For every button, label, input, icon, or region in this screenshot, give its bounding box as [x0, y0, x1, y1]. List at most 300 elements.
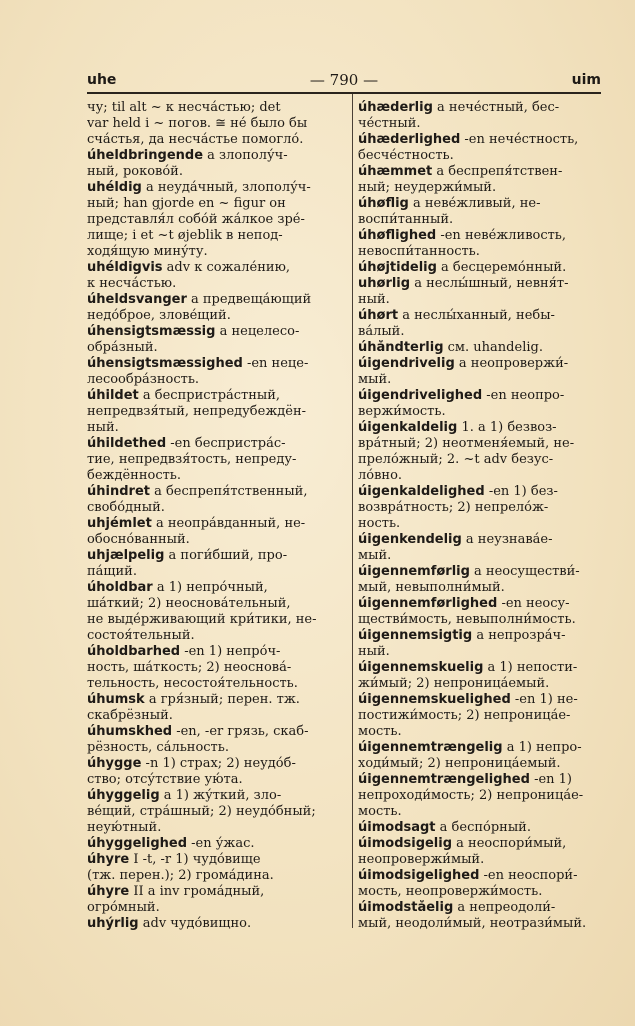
- definition-text: воспи́танный.: [358, 212, 454, 227]
- definition-text: -en нече́стность,: [460, 132, 579, 147]
- dictionary-entry: [358, 628, 602, 660]
- definition-text: неопровержи́мый.: [358, 852, 485, 867]
- headword: uhéldig: [87, 180, 142, 195]
- definition-text: -en 1): [529, 772, 573, 787]
- entry-line: [358, 516, 602, 532]
- headword: úhensigtsmæssig: [87, 324, 216, 339]
- dictionary-entry: [87, 884, 339, 916]
- entry-line: [87, 100, 339, 116]
- entry-line: [87, 628, 339, 644]
- headword: úimodsagt: [358, 820, 436, 835]
- headword: úigenkaldelighed: [358, 484, 485, 499]
- page-header: [87, 66, 601, 94]
- definition-text: a предвеща́ющий: [186, 292, 312, 307]
- dictionary-entry: [358, 340, 602, 356]
- headword: úimodståelig: [358, 900, 454, 915]
- entry-line: [87, 260, 339, 276]
- definition-text: a непрозра́ч-: [472, 628, 566, 643]
- entry-line: [87, 292, 339, 308]
- headword: úhæderlighed: [358, 132, 461, 147]
- definition-text: a непреодоли́-: [453, 900, 556, 915]
- entry-line: [87, 388, 339, 404]
- definition-text: II a inv грома́дный,: [129, 884, 265, 899]
- entry-line: [358, 404, 602, 420]
- definition-text: a неопра́вданный, не-: [151, 516, 306, 531]
- headword: uhjémlet: [87, 516, 152, 531]
- headword: úhyre: [87, 852, 130, 867]
- entry-line: [87, 884, 339, 900]
- definition-text: ва́лый.: [358, 324, 405, 339]
- definition-text: состоя́тельный.: [87, 628, 195, 643]
- entry-line: [87, 916, 339, 932]
- definition-text: a неоспори́мый,: [452, 836, 567, 851]
- dictionary-entry: [358, 484, 602, 532]
- dictionary-entry: [358, 900, 602, 932]
- definition-text: a 1) непро́чный,: [152, 580, 268, 595]
- dictionary-entry: [358, 420, 602, 484]
- definition-text: ходя́щую мину́ту.: [87, 244, 208, 259]
- definition-text: a беспристра́стный,: [138, 388, 281, 403]
- dictionary-entry: [358, 836, 602, 868]
- entry-line: [358, 916, 602, 932]
- headword: úhæderlig: [358, 100, 433, 115]
- entry-line: [87, 756, 339, 772]
- definition-text: непредвзя́тый, непредубеждён-: [87, 404, 307, 419]
- dictionary-entry: [87, 148, 339, 180]
- right-column: [358, 100, 602, 932]
- definition-text: a бесцеремо́нный.: [436, 260, 567, 275]
- definition-text: че́стный.: [358, 116, 421, 131]
- entry-line: [87, 740, 339, 756]
- dictionary-entry: [87, 516, 339, 548]
- definition-text: -en неосу-: [497, 596, 570, 611]
- entry-line: [87, 596, 339, 612]
- definition-text: a нецелесо-: [215, 324, 300, 339]
- dictionary-entry: [87, 836, 339, 852]
- dictionary-entry: [358, 260, 602, 276]
- entry-line: [87, 116, 339, 132]
- definition-text: представля́л собо́й жа́лкое зре́-: [87, 212, 305, 227]
- definition-text: лесообра́зность.: [87, 372, 200, 387]
- definition-text: -n 1) страх; 2) неудо́б-: [141, 756, 296, 771]
- headword: uhjælpelig: [87, 548, 165, 563]
- entry-line: [87, 612, 339, 628]
- definition-text: вра́тный; 2) неотменя́емый, не-: [358, 436, 575, 451]
- definition-text: мость.: [358, 724, 402, 739]
- headword: úigennemførlig: [358, 564, 470, 579]
- definition-text: не выде́рживающий кри́тики, не-: [87, 612, 317, 627]
- entry-line: [87, 276, 339, 292]
- definition-text: -en неве́жливость,: [436, 228, 567, 243]
- definition-text: a поги́бший, про-: [164, 548, 288, 563]
- entry-line: [358, 836, 602, 852]
- entry-line: [358, 468, 602, 484]
- definition-text: -en неоспори́-: [479, 868, 578, 883]
- entry-line: [87, 676, 339, 692]
- entry-line: [87, 452, 339, 468]
- entry-line: [87, 420, 339, 436]
- entry-line: [358, 340, 602, 356]
- entry-line: [358, 500, 602, 516]
- dictionary-entry: [87, 692, 339, 724]
- definition-text: -en у́жас.: [187, 836, 255, 851]
- headword: úhåndterlig: [358, 340, 444, 355]
- left-column: [87, 100, 339, 932]
- definition-text: постижи́мость; 2) непроница́е-: [358, 708, 571, 723]
- dictionary-entry: [358, 660, 602, 692]
- dictionary-entry: [358, 196, 602, 228]
- definition-text: ный; han gjorde en ~ figur он: [87, 196, 286, 211]
- definition-text: невоспи́танность.: [358, 244, 480, 259]
- definition-text: adv к сожале́нию,: [162, 260, 291, 275]
- dictionary-entry: [87, 436, 339, 484]
- definition-text: мый.: [358, 548, 392, 563]
- dictionary-entry: [87, 484, 339, 516]
- headword: úhumskhed: [87, 724, 173, 739]
- definition-text: мость.: [358, 804, 402, 819]
- dictionary-entry: [358, 820, 602, 836]
- entry-line: [358, 148, 602, 164]
- definition-text: -en неце-: [242, 356, 309, 371]
- headword: uhørlig: [358, 276, 411, 291]
- entry-line: [87, 804, 339, 820]
- entry-line: [358, 852, 602, 868]
- dictionary-entry: [87, 724, 339, 756]
- headword: úhindret: [87, 484, 150, 499]
- entry-line: [87, 564, 339, 580]
- dictionary-entry: [358, 132, 602, 164]
- entry-line: [87, 820, 339, 836]
- entry-line: [358, 788, 602, 804]
- entry-line: [87, 532, 339, 548]
- definition-text: огро́мный.: [87, 900, 160, 915]
- entry-line: [358, 692, 602, 708]
- definition-text: жи́мый; 2) непроница́емый.: [358, 676, 550, 691]
- dictionary-entry: [87, 580, 339, 644]
- definition-text: тельность, несостоя́тельность.: [87, 676, 298, 691]
- entry-line: [358, 724, 602, 740]
- entry-line: [87, 356, 339, 372]
- entry-line: [358, 324, 602, 340]
- dictionary-entry: [87, 852, 339, 884]
- definition-text: лище; i et ~t øjeblik в непод-: [87, 228, 283, 243]
- dictionary-entry: [87, 324, 339, 356]
- definition-text: var held i ~ погов. ≅ не́ было бы: [87, 116, 308, 131]
- left-guide-word: uhe: [87, 72, 117, 88]
- entry-line: [358, 420, 602, 436]
- entry-line: [87, 500, 339, 516]
- entry-line: [358, 276, 602, 292]
- headword: úhæmmet: [358, 164, 433, 179]
- definition-text: ный, роково́й.: [87, 164, 183, 179]
- entry-line: [87, 244, 339, 260]
- entry-line: [358, 900, 602, 916]
- definition-text: сча́стья, да несча́стье помогло́.: [87, 132, 304, 147]
- entry-line: [358, 260, 602, 276]
- entry-line: [358, 548, 602, 564]
- dictionary-entry: [87, 388, 339, 436]
- entry-line: [358, 356, 602, 372]
- definition-text: a неузнава́е-: [461, 532, 553, 547]
- definition-text: вержи́мость.: [358, 404, 446, 419]
- entry-line: [87, 580, 339, 596]
- entry-line: [87, 404, 339, 420]
- entry-line: [358, 308, 602, 324]
- headword: úhygge: [87, 756, 142, 771]
- entry-line: [358, 212, 602, 228]
- entry-line: [358, 676, 602, 692]
- definition-text: мый.: [358, 372, 392, 387]
- entry-line: [358, 164, 602, 180]
- definition-text: a беспо́рный.: [435, 820, 531, 835]
- definition-text: недо́брое, злове́щий.: [87, 308, 231, 323]
- definition-text: бесче́стность.: [358, 148, 454, 163]
- definition-text: ность, ша́ткость; 2) неоснова́-: [87, 660, 292, 675]
- dictionary-entry: [358, 564, 602, 596]
- entry-line: [87, 372, 339, 388]
- dictionary-entry: [87, 548, 339, 580]
- entry-line: [358, 564, 602, 580]
- entry-line: [87, 548, 339, 564]
- headword: úigennemtrængelighed: [358, 772, 530, 787]
- dictionary-entry: [358, 100, 602, 132]
- entry-line: [87, 772, 339, 788]
- definition-text: чу; til alt ~ к несча́стью; det: [87, 100, 281, 115]
- headword: úhumsk: [87, 692, 145, 707]
- definition-text: ный; неудержи́мый.: [358, 180, 497, 195]
- definition-text: a неслы́ханный, небы-: [398, 308, 555, 323]
- definition-text: a неопровержи́-: [454, 356, 569, 371]
- definition-text: возвра́тность; 2) непрело́ж-: [358, 500, 549, 515]
- headword: úigendrivelig: [358, 356, 455, 371]
- entry-line: [358, 100, 602, 116]
- definition-text: a 1) жу́ткий, зло-: [159, 788, 282, 803]
- dictionary-entry: [358, 164, 602, 196]
- definition-text: -en неопро-: [482, 388, 565, 403]
- headword: úholdbarhed: [87, 644, 181, 659]
- entry-line: [358, 388, 602, 404]
- entry-line: [87, 900, 339, 916]
- definition-text: к несча́стью.: [87, 276, 177, 291]
- entry-line: [358, 868, 602, 884]
- definition-text: ность.: [358, 516, 401, 531]
- dictionary-entry: [87, 260, 339, 292]
- definition-text: a неве́жливый, не-: [408, 196, 541, 211]
- definition-text: a неуда́чный, злополу́ч-: [141, 180, 311, 195]
- definition-text: I -t, -r 1) чудо́вище: [129, 852, 261, 867]
- entry-line: [358, 452, 602, 468]
- headword: úheldbringende: [87, 148, 204, 163]
- entry-line: [87, 324, 339, 340]
- headword: úigennemtrængelig: [358, 740, 503, 755]
- entry-line: [358, 884, 602, 900]
- definition-text: ный.: [358, 292, 390, 307]
- entry-line: [358, 772, 602, 788]
- definition-text: a злополу́ч-: [203, 148, 288, 163]
- definition-text: неую́тный.: [87, 820, 162, 835]
- definition-text: 1. a 1) безвоз-: [457, 420, 557, 435]
- entry-line: [87, 708, 339, 724]
- entry-line: [358, 596, 602, 612]
- definition-text: ходи́мый; 2) непроница́емый.: [358, 756, 561, 771]
- dictionary-entry: [87, 100, 339, 148]
- column-divider: [352, 94, 353, 928]
- definition-text: мость, неопровержи́мость.: [358, 884, 543, 899]
- entry-line: [358, 644, 602, 660]
- headword: úhildet: [87, 388, 139, 403]
- dictionary-entry: [87, 292, 339, 324]
- entry-line: [87, 212, 339, 228]
- headword: úhyre: [87, 884, 130, 899]
- dictionary-entry: [358, 308, 602, 340]
- entry-line: [358, 804, 602, 820]
- headword: úhensigtsmæssighed: [87, 356, 243, 371]
- headword: úigennemsigtig: [358, 628, 473, 643]
- entry-line: [358, 244, 602, 260]
- headword: úhørt: [358, 308, 399, 323]
- definition-text: ша́ткий; 2) неоснова́тельный,: [87, 596, 291, 611]
- dictionary-entry: [358, 740, 602, 772]
- entry-line: [358, 580, 602, 596]
- headword: uhýrlig: [87, 916, 139, 931]
- definition-text: обосно́ванный.: [87, 532, 190, 547]
- page-number: — 790 —: [309, 71, 379, 89]
- definition-text: прело́жный; 2. ~t adv безус-: [358, 452, 554, 467]
- entry-line: [87, 788, 339, 804]
- definition-text: -en 1) непро́ч-: [180, 644, 281, 659]
- headword: úhøflighed: [358, 228, 437, 243]
- definition-text: беждённость.: [87, 468, 182, 483]
- entry-line: [87, 436, 339, 452]
- dictionary-entry: [87, 788, 339, 836]
- entry-line: [87, 308, 339, 324]
- definition-text: (тж. перен.); 2) грома́дина.: [87, 868, 274, 883]
- headword: úhyggelighed: [87, 836, 188, 851]
- definition-text: мый, невыполни́мый.: [358, 580, 505, 595]
- definition-text: скабрёзный.: [87, 708, 173, 723]
- headword: úheldsvanger: [87, 292, 187, 307]
- definition-text: -en 1) не-: [510, 692, 578, 707]
- entry-line: [358, 196, 602, 212]
- dictionary-entry: [358, 772, 602, 820]
- headword: úhøflig: [358, 196, 409, 211]
- headword: úigenkaldelig: [358, 420, 458, 435]
- definition-text: -en 1) без-: [484, 484, 558, 499]
- entry-line: [87, 132, 339, 148]
- entry-line: [87, 516, 339, 532]
- dictionary-entry: [87, 756, 339, 788]
- dictionary-entry: [87, 356, 339, 388]
- entry-line: [358, 372, 602, 388]
- definition-text: a беспрепя́тственный,: [149, 484, 308, 499]
- definition-text: ве́щий, стра́шный; 2) неудо́бный;: [87, 804, 316, 819]
- definition-text: па́щий.: [87, 564, 137, 579]
- headword: uhéldigvis: [87, 260, 163, 275]
- definition-text: a нече́стный, бес-: [432, 100, 560, 115]
- dictionary-entry: [358, 276, 602, 308]
- entry-line: [87, 228, 339, 244]
- headword: úigenkendelig: [358, 532, 462, 547]
- definition-text: -en, -er грязь, скаб-: [172, 724, 309, 739]
- definition-text: ство; отсу́тствие ую́та.: [87, 772, 243, 787]
- entry-line: [358, 708, 602, 724]
- entry-line: [87, 644, 339, 660]
- entry-line: [358, 756, 602, 772]
- definition-text: ществи́мость, невыполни́мость.: [358, 612, 576, 627]
- definition-text: ный.: [358, 644, 390, 659]
- entry-line: [358, 292, 602, 308]
- definition-text: a неслы́шный, невня́т-: [410, 276, 569, 291]
- definition-text: мый, неодоли́мый, неотрази́мый.: [358, 916, 587, 931]
- right-guide-word: uim: [571, 72, 601, 88]
- entry-line: [358, 532, 602, 548]
- dictionary-entry: [358, 596, 602, 628]
- definition-text: a неосуществи́-: [469, 564, 580, 579]
- dictionary-entry: [358, 692, 602, 740]
- entry-line: [358, 740, 602, 756]
- headword: úigennemskuelighed: [358, 692, 511, 707]
- entry-line: [87, 692, 339, 708]
- dictionary-entry: [87, 180, 339, 260]
- entry-line: [87, 836, 339, 852]
- entry-line: [358, 628, 602, 644]
- entry-line: [87, 164, 339, 180]
- headword: úimodsigelig: [358, 836, 453, 851]
- entry-line: [87, 468, 339, 484]
- definition-text: a гря́зный; перен. тж.: [144, 692, 300, 707]
- entry-line: [87, 148, 339, 164]
- entry-line: [358, 228, 602, 244]
- entry-line: [87, 868, 339, 884]
- dictionary-entry: [358, 356, 602, 388]
- definition-text: ло́вно.: [358, 468, 403, 483]
- dictionary-entry: [358, 868, 602, 900]
- definition-text: тие, непредвзя́тость, непреду-: [87, 452, 297, 467]
- entry-line: [87, 196, 339, 212]
- entry-line: [358, 820, 602, 836]
- headword: úhøjtidelig: [358, 260, 437, 275]
- entry-line: [358, 132, 602, 148]
- entry-line: [87, 724, 339, 740]
- headword: úigennemskuelig: [358, 660, 484, 675]
- dictionary-entry: [358, 388, 602, 420]
- headword: úigendrivelighed: [358, 388, 483, 403]
- headword: úhildethed: [87, 436, 167, 451]
- definition-text: adv чудо́вищно.: [138, 916, 252, 931]
- definition-text: a 1) непости-: [483, 660, 578, 675]
- headword: úhyggelig: [87, 788, 160, 803]
- definition-text: непроходи́мость; 2) непроница́е-: [358, 788, 584, 803]
- entry-line: [87, 484, 339, 500]
- entry-line: [358, 180, 602, 196]
- entry-line: [358, 484, 602, 500]
- definition-text: -en беспристра́с-: [166, 436, 286, 451]
- entry-line: [358, 436, 602, 452]
- headword: úholdbar: [87, 580, 153, 595]
- entry-line: [87, 852, 339, 868]
- entry-line: [358, 660, 602, 676]
- definition-text: ный.: [87, 420, 119, 435]
- definition-text: рёзность, са́льность.: [87, 740, 229, 755]
- definition-text: см. uhandelig.: [443, 340, 543, 355]
- dictionary-entry: [87, 916, 339, 932]
- entry-line: [87, 340, 339, 356]
- headword: úigennemførlighed: [358, 596, 498, 611]
- dictionary-entry: [87, 644, 339, 692]
- entry-line: [358, 116, 602, 132]
- definition-text: a беспрепя́тствен-: [432, 164, 563, 179]
- definition-text: обра́зный.: [87, 340, 158, 355]
